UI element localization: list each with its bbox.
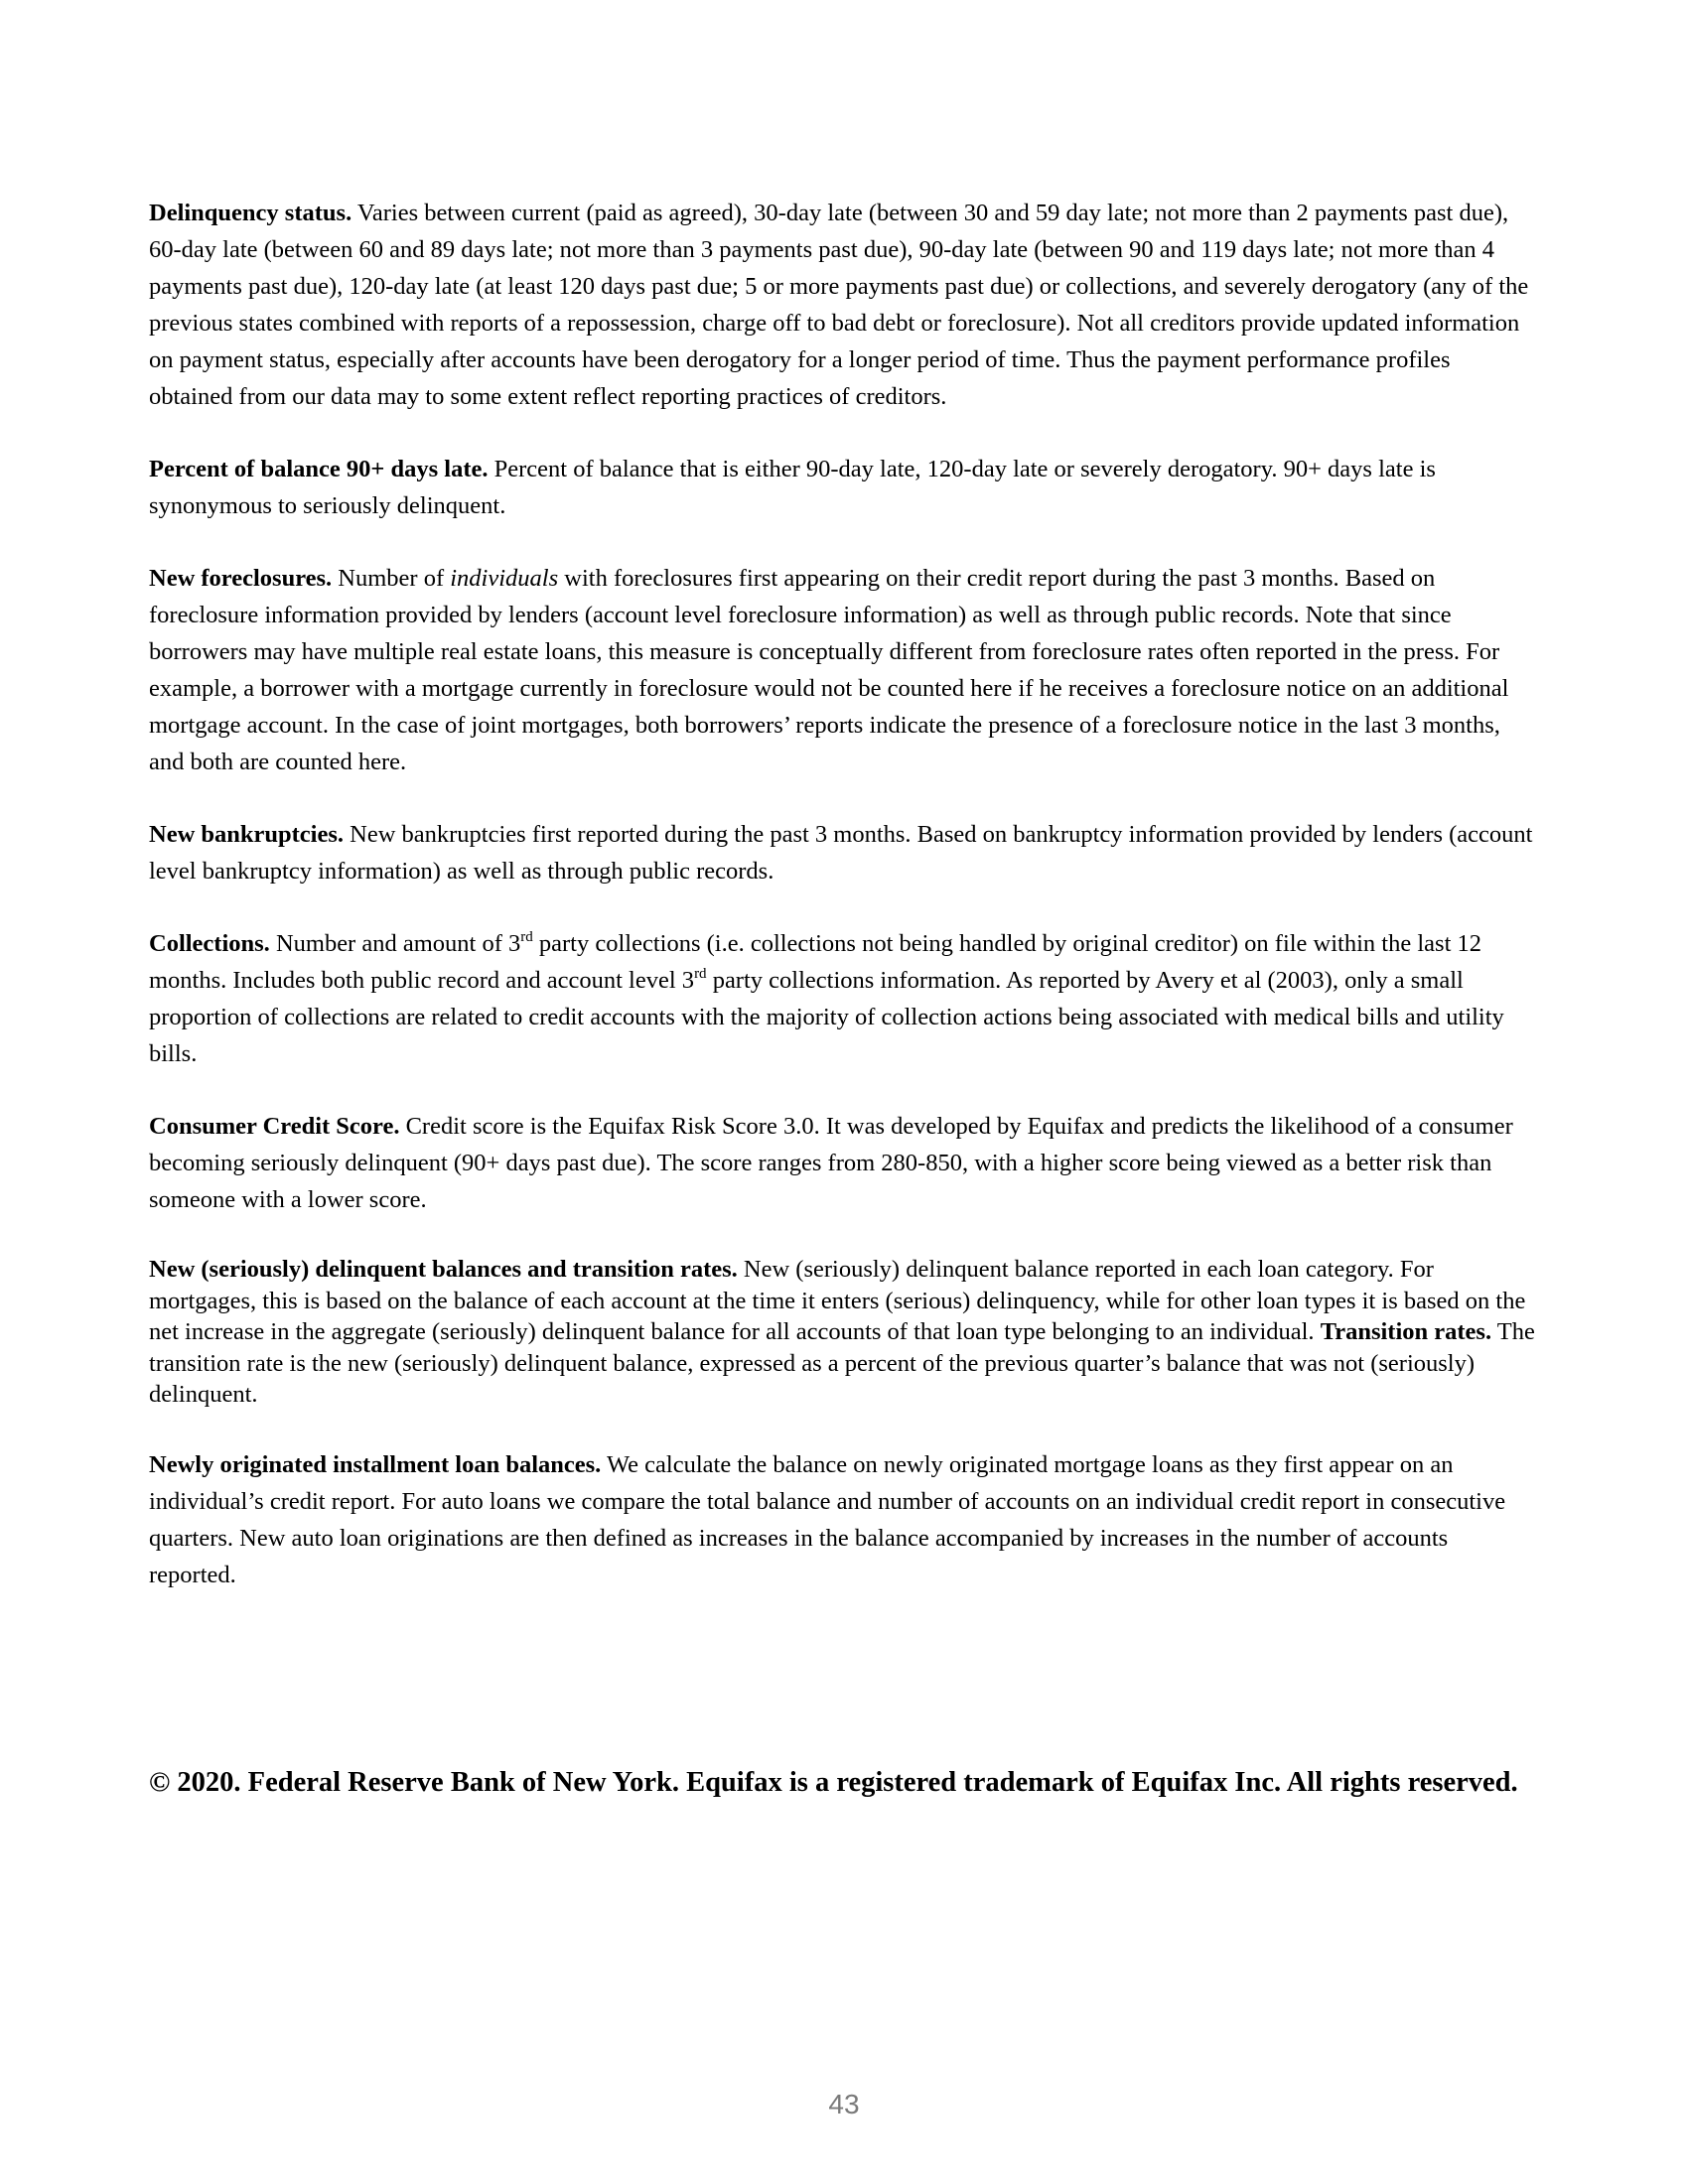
credit-score-heading: Consumer Credit Score. [149,1113,400,1140]
percent-90-days-entry [149,451,1539,524]
new-delinquent-entry [149,1254,1539,1411]
collections-entry [149,925,1539,1072]
new-foreclosures-text-a: Number of [338,565,445,592]
new-foreclosures-italic: individuals [450,565,559,592]
credit-score-entry [149,1108,1539,1218]
collections-superscript: rd [520,929,533,945]
percent-90-days-heading: Percent of balance 90+ days late. [149,456,489,482]
transition-rates-text: The transition rate is the new (seriously) delinquent balance, expressed as a percent of the previous quarter’s balance that was not (seriously) delinquent. [149,1318,1535,1408]
credit-score-text: Credit score is the Equifax Risk Score 3.0. It was developed by Equifax and predicts the likelihood of a consumer becoming seriously delinquent (90+ days past due). The score ranges from 280-850, with a higher score being viewed as a better risk than someone with a lower score. [149,1113,1513,1213]
collections-text-b: party collections (i.e. collections not being handled by original creditor) on file within the last 12 months. Includes both public record and account level 3 [149,930,1481,994]
new-bankruptcies-heading: New bankruptcies. [149,821,345,848]
collections-heading: Collections. [149,930,270,957]
delinquency-status-entry [149,195,1539,415]
collections-text-a: Number and amount of 3 [275,930,521,957]
new-foreclosures-heading: New foreclosures. [149,565,333,592]
new-bankruptcies-entry [149,816,1539,889]
new-foreclosures-text-b: with foreclosures first appearing on their credit report during the past 3 months. Based on foreclosure information provided by lenders (account level foreclosure information) as well as through public records. Note that since borrowers may have multiple real estate loans, this measure is conceptually different from foreclosure rates often reported in the press. For example, a borrower with a mortgage currently in foreclosure would not be counted here if he receives a foreclosure notice on an additional mortgage account. In the case of joint mortgages, both borrowers’ reports indicate the presence of a foreclosure notice in the last 3 months, and both are counted here. [149,565,1509,775]
newly-originated-text: We calculate the balance on newly originated mortgage loans as they first appear on an individual’s credit report. For auto loans we compare the total balance and number of accounts on an individual credit report in consecutive quarters. New auto loan originations are then defined as increases in the balance accompanied by increases in the number of accounts reported. [149,1450,1506,1588]
delinquency-status-text: Varies between current (paid as agreed), 30-day late (between 30 and 59 day late; not more than 2 payments past due), 60-day late (between 60 and 89 days late; not more than 3 payments past due), 90-day late (between 90 and 119 days late; not more than 4 payments past due), 120-day late (at least 120 days past due; 5 or more payments past due) or collections, and severely derogatory (any of the previous states combined with reports of a repossession, charge off to bad debt or foreclosure). Not all creditors provide updated information on payment status, especially after accounts have been derogatory for a longer period of time. Thus the payment performance profiles obtained from our data may to some extent reflect reporting practices of creditors. [149,200,1529,410]
copyright-notice: © 2020. Federal Reserve Bank of New York. Equifax is a registered trademark of Equifax Inc. All rights reserved. [149,1767,1518,1798]
newly-originated-entry [149,1446,1539,1593]
new-delinquent-text-a: New (seriously) delinquent balance reported in each loan category. For mortgages, this is based on the balance of each account at the time it enters (serious) delinquency, while for other loan types it is based on the net increase in the aggregate (seriously) delinquent balance for all accounts of that loan type belonging to an individual. [149,1256,1526,1345]
delinquency-status-heading: Delinquency status. [149,200,352,226]
transition-rates-heading: Transition rates. [1320,1318,1492,1345]
newly-originated-heading: Newly originated installment loan balances. [149,1450,602,1478]
new-delinquent-heading: New (seriously) delinquent balances and transition rates. [149,1256,738,1283]
page-number: 43 [828,2089,860,2119]
collections-superscript: rd [694,966,707,982]
percent-90-days-text: Percent of balance that is either 90-day late, 120-day late or severely derogatory. 90+ days late is synonymous to seriously delinquent. [149,456,1436,519]
new-bankruptcies-text: New bankruptcies first reported during the past 3 months. Based on bankruptcy information provided by lenders (account level bankruptcy information) as well as through public records. [149,821,1533,885]
collections-text-c: party collections information. As reported by Avery et al (2003), only a small proportion of collections are related to credit accounts with the majority of collection actions being associated with medical bills and utility bills. [149,967,1504,1067]
document-body [149,195,1539,1629]
new-foreclosures-entry [149,560,1539,780]
